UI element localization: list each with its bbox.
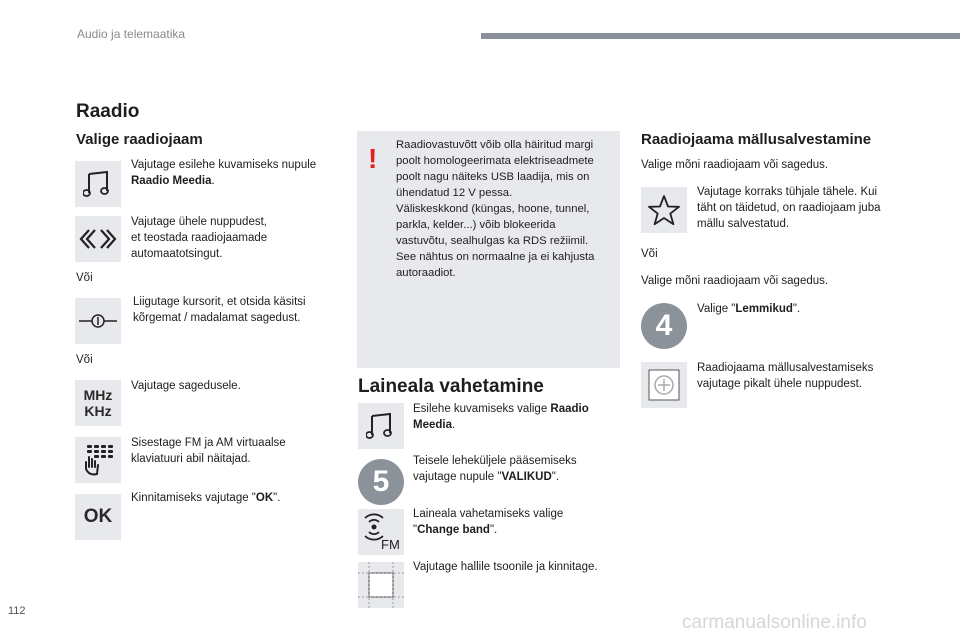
right-item2-text: Valige "Lemmikud". [697, 303, 801, 315]
watermark: carmanualsonline.info [682, 612, 867, 633]
frequency-slider-icon [75, 298, 121, 344]
add-preset-icon [641, 362, 687, 408]
right-item1-text: Vajutage korraks tühjale tähele. Kui täht on täidetud, on raadiojaam juba mällu salvestatud. [697, 186, 881, 230]
right-heading: Raadiojaama mällusalvestamine [641, 131, 872, 148]
right-item3-text: Raadiojaama mällusalvestamiseks vajutage pikalt ühele nuppudest. [697, 362, 874, 390]
warning-note-text: Raadiovastuvõtt võib olla häiritud margi poolt homologeerimata elektriseadmete poolt nagu näiteks USB laadija, mis on ühendatud 12 V pessa. Väliskeskkond (küngas, hoone, tunnel, parkla, kelder...) võib blokeerida vastuvõtu, sealhulgas ka RDS režiimil. See nähtus on normaalne ja ei kahjusta autoraadiot. [396, 139, 595, 279]
left-item3-text: Liigutage kursorit, et otsida käsitsi kõrgemat / madalamat sagedust. [133, 296, 306, 324]
or-label: Või [76, 272, 93, 284]
left-item5-text: Sisestage FM ja AM virtuaalse klaviatuuri abil näitajad. [131, 437, 286, 465]
right-intro-1: Valige mõni raadiojaam või sagedus. [641, 159, 829, 171]
mhz-khz-icon: MHz KHz [75, 380, 121, 426]
left-item2-text: Vajutage ühele nuppudest, et teostada raadiojaamade automaatotsingut. [131, 216, 268, 260]
left-heading: Valige raadiojaam [76, 131, 203, 148]
keypad-icon [75, 437, 121, 483]
music-note-icon [75, 161, 121, 207]
right-intro-2: Valige mõni raadiojaam või sagedus. [641, 275, 829, 287]
left-item1-text: Vajutage esilehe kuvamiseks nupule Raadio Meedia. [131, 159, 317, 187]
band-heading: Laineala vahetamine [358, 376, 544, 397]
svg-text:FM: FM [381, 537, 400, 551]
or-label: Või [76, 354, 93, 366]
header-bar [481, 33, 960, 39]
band-item4-text: Vajutage hallile tsoonile ja kinnitage. [413, 561, 598, 573]
star-icon [641, 187, 687, 233]
fm-radio-icon [358, 509, 404, 555]
left-item4-text: Vajutage sagedusele. [131, 380, 241, 392]
ok-button-icon: OK [75, 494, 121, 540]
grey-zone-icon [358, 562, 404, 608]
music-note-icon [358, 403, 404, 449]
warning-exclamation-icon: ! [368, 143, 378, 174]
or-label: Või [641, 248, 658, 260]
step-number-badge: 4 [641, 303, 687, 349]
band-item3-text: Laineala vahetamiseks valige "Change band". [413, 508, 564, 536]
band-item2-text: Teisele leheküljele pääsemiseks vajutage nupule "VALIKUD". [413, 455, 577, 483]
page-number: 112 [8, 605, 26, 617]
step-number-badge: 5 [358, 459, 404, 505]
section-title: Audio ja telemaatika [77, 27, 186, 41]
left-item6-text: Kinnitamiseks vajutage "OK". [131, 492, 281, 504]
band-item1-text: Esilehe kuvamiseks valige Raadio Meedia. [413, 403, 589, 431]
seek-arrows-icon [75, 216, 121, 262]
page-title: Raadio [76, 101, 140, 122]
